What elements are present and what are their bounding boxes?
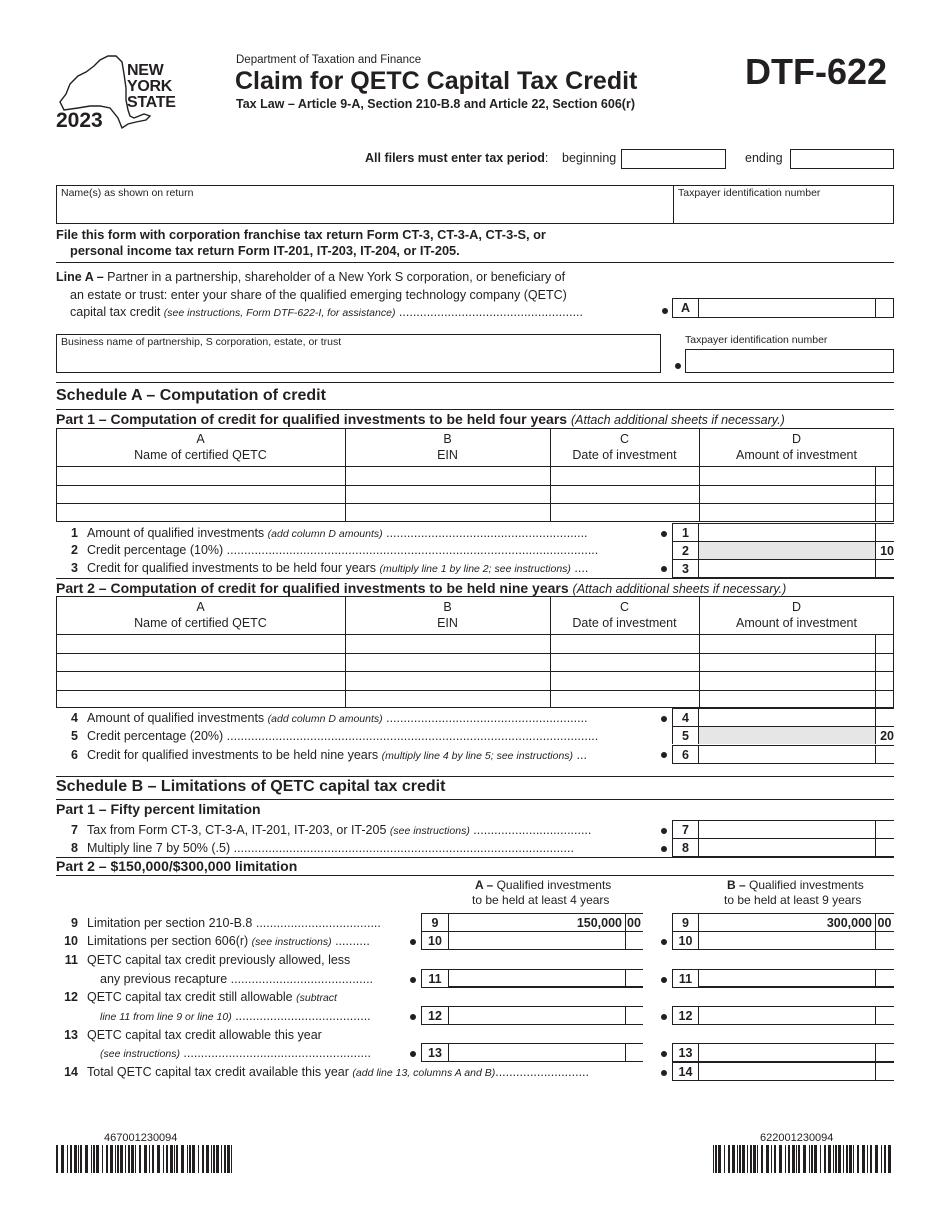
logo-text-york: YORK xyxy=(127,78,173,95)
line-2-label: Credit percentage (10%) ........................................................................................................... xyxy=(87,544,599,557)
line-number: 10 xyxy=(64,934,78,948)
bullet-icon xyxy=(661,1051,667,1057)
barcode-bar xyxy=(202,1145,204,1173)
barcode-bar xyxy=(170,1145,173,1173)
line-box-number: 6 xyxy=(682,748,689,762)
tax-period-ending-input[interactable] xyxy=(790,149,894,169)
barcode-left xyxy=(56,1145,235,1173)
line-a-text1: Line A – Partner in a partnership, shareholder of a New York S corporation, or beneficiary of xyxy=(56,270,566,284)
barcode-bar xyxy=(713,1145,714,1173)
line-7-label: Tax from Form CT-3, CT-3-A, IT-201, IT-203, or IT-205 (see instructions) .................................. xyxy=(87,824,592,837)
form-year: 2023 xyxy=(56,109,103,132)
line-number: 11 xyxy=(64,953,78,967)
col-b-header: B – Qualified investments xyxy=(727,878,864,892)
column-letter: C xyxy=(619,600,630,614)
qetc-name-cell[interactable] xyxy=(57,486,345,504)
column-header: Name of certified QETC xyxy=(134,448,267,462)
column-header: Name of certified QETC xyxy=(134,616,267,630)
investment-amount-cell[interactable] xyxy=(700,654,875,672)
divider xyxy=(56,262,894,263)
bullet-icon xyxy=(661,531,667,537)
divider xyxy=(875,298,876,318)
line-8-label: Multiply line 7 by 50% (.5) .................................................................................................. xyxy=(87,842,574,855)
qetc-name-cell[interactable] xyxy=(57,691,345,709)
barcode-bar xyxy=(747,1145,748,1173)
barcode-bar xyxy=(174,1145,175,1173)
barcode-bar xyxy=(875,1145,878,1173)
percentage-value: 20 xyxy=(880,729,894,743)
investment-date-cell[interactable] xyxy=(551,486,699,504)
investment-date-cell[interactable] xyxy=(551,467,699,485)
line10-column-a-input[interactable] xyxy=(449,932,625,949)
business-tin-field[interactable] xyxy=(685,349,894,373)
barcode-bar xyxy=(835,1145,837,1173)
line-14-label: Total QETC capital tax credit available this year (add line 13, columns A and B)........................... xyxy=(87,1066,589,1079)
barcode-bar xyxy=(93,1145,95,1173)
answer-row-line xyxy=(875,559,876,577)
barcode-bar xyxy=(792,1145,795,1173)
barcode-bar xyxy=(718,1145,721,1173)
barcode-bar xyxy=(78,1145,79,1173)
line11-column-b-input[interactable] xyxy=(699,970,875,987)
line-number: 12 xyxy=(64,990,78,1004)
answer-row-line xyxy=(625,969,626,987)
barcode-bar xyxy=(843,1145,844,1173)
line-2-percentage xyxy=(699,542,875,559)
divider xyxy=(56,578,894,579)
qetc-name-cell[interactable] xyxy=(57,654,345,672)
barcode-bar xyxy=(135,1145,136,1173)
form-title: Claim for QETC Capital Tax Credit xyxy=(235,67,638,95)
line-box-number: 10 xyxy=(678,934,693,948)
line-number: 5 xyxy=(71,729,78,743)
line-5-label: Credit percentage (20%) ........................................................................................................... xyxy=(87,730,599,743)
column-header: Date of investment xyxy=(572,448,677,462)
line-number: 9 xyxy=(71,916,78,930)
barcode-bar xyxy=(761,1145,763,1173)
line12-column-a-input[interactable] xyxy=(449,1007,625,1024)
column-letter: D xyxy=(791,600,802,614)
barcode-bar xyxy=(737,1145,738,1173)
schedule-b-title: Schedule B – Limitations of QETC capital tax credit xyxy=(56,778,446,795)
line-8-amount-input[interactable] xyxy=(699,839,875,856)
investment-amount-cell[interactable] xyxy=(700,486,875,504)
barcode-bar xyxy=(724,1145,725,1173)
barcode-bar xyxy=(213,1145,215,1173)
divider xyxy=(56,382,894,383)
line-3-label: Credit for qualified investments to be held four years (multiply line 1 by line 2; see instructions) .... xyxy=(87,562,589,575)
barcode-bar xyxy=(224,1145,226,1173)
column-letter: C xyxy=(619,432,630,446)
line-number: 3 xyxy=(71,561,78,575)
barcode-bar xyxy=(206,1145,209,1173)
barcode-bar xyxy=(149,1145,150,1173)
line-1-amount-input[interactable] xyxy=(699,524,875,541)
barcode-bar xyxy=(853,1145,854,1173)
barcode-bar xyxy=(739,1145,741,1173)
barcode-bar xyxy=(125,1145,126,1173)
answer-row-line xyxy=(875,820,876,838)
col-b-header2: to be held at least 9 years xyxy=(724,893,862,907)
barcode-bar xyxy=(157,1145,160,1173)
column-header: EIN xyxy=(437,448,458,462)
answer-row-line xyxy=(625,931,626,949)
barcode-bar xyxy=(176,1145,178,1173)
ein-cell[interactable] xyxy=(346,467,550,485)
qetc-name-cell[interactable] xyxy=(57,672,345,690)
line14-total-input[interactable] xyxy=(699,1063,875,1080)
line-number: 13 xyxy=(64,1028,78,1042)
line-box-number: 14 xyxy=(678,1065,693,1079)
qetc-name-cell[interactable] xyxy=(57,467,345,485)
barcode-bar xyxy=(56,1145,58,1173)
barcode-bar xyxy=(888,1145,891,1173)
line-13-label: QETC capital tax credit allowable this year xyxy=(87,1028,322,1042)
bullet-icon xyxy=(661,716,667,722)
barcode-bar xyxy=(771,1145,772,1173)
divider xyxy=(56,799,894,800)
bullet-icon xyxy=(661,977,667,983)
logo-text-new: NEW xyxy=(127,62,164,79)
barcode-bar xyxy=(85,1145,88,1173)
barcode-bar xyxy=(766,1145,769,1173)
ein-cell[interactable] xyxy=(346,654,550,672)
ein-cell[interactable] xyxy=(346,504,550,522)
line-4-amount-input[interactable] xyxy=(699,709,875,726)
investment-date-cell[interactable] xyxy=(551,504,699,522)
barcode-bar xyxy=(139,1145,141,1173)
answer-row-line xyxy=(875,838,876,856)
answer-row-line xyxy=(421,1061,643,1062)
barcode-bar xyxy=(750,1145,752,1173)
schedule-b-part1-title: Part 1 – Fifty percent limitation xyxy=(56,801,261,817)
barcode-bar xyxy=(862,1145,865,1173)
beginning-label: beginning xyxy=(562,151,617,165)
line-a-box-label: A xyxy=(680,301,691,315)
answer-row-line xyxy=(672,1080,894,1081)
line13-column-a-input[interactable] xyxy=(449,1044,625,1061)
file-with-line2: personal income tax return Form IT-201, IT-203, IT-204, or IT-205. xyxy=(70,243,460,258)
barcode-bar xyxy=(131,1145,134,1173)
barcode-bar xyxy=(115,1145,116,1173)
line-12-label: QETC capital tax credit still allowable (subtract xyxy=(87,990,337,1004)
ending-label: ending xyxy=(745,151,783,165)
line12-column-b-input[interactable] xyxy=(699,1007,875,1024)
barcode-bar xyxy=(163,1145,164,1173)
divider xyxy=(56,875,894,876)
line-box-number: 11 xyxy=(428,972,442,986)
column-header: Date of investment xyxy=(572,616,677,630)
bullet-icon xyxy=(661,939,667,945)
divider xyxy=(56,409,894,410)
barcode-bar xyxy=(231,1145,232,1173)
limitation-cents: 00 xyxy=(627,916,641,930)
bullet-icon xyxy=(661,1070,667,1076)
answer-row-line xyxy=(421,949,643,950)
barcode-bar xyxy=(166,1145,168,1173)
line-box-number: 12 xyxy=(428,1009,442,1023)
limitation-cents: 00 xyxy=(877,916,892,930)
barcode-bar xyxy=(221,1145,222,1173)
investment-amount-cell[interactable] xyxy=(700,672,875,690)
line-box-number: 5 xyxy=(682,729,689,743)
barcode-bar xyxy=(120,1145,123,1173)
limitation-amount: 300,000 xyxy=(826,916,872,930)
barcode-bar xyxy=(102,1145,103,1173)
barcode-bar xyxy=(110,1145,113,1173)
barcode-bar xyxy=(192,1145,195,1173)
barcode-bar xyxy=(96,1145,99,1173)
investment-amount-cell[interactable] xyxy=(700,504,875,522)
line-box-number: 11 xyxy=(678,972,693,986)
barcode-bar xyxy=(846,1145,848,1173)
investment-date-cell[interactable] xyxy=(551,654,699,672)
divider xyxy=(698,298,699,318)
column-header: Amount of investment xyxy=(736,448,857,462)
answer-row-line xyxy=(625,1043,626,1061)
line-5-percentage xyxy=(699,727,875,744)
line-1-label: Amount of qualified investments (add column D amounts) .......................................................... xyxy=(87,527,588,540)
investment-date-cell[interactable] xyxy=(551,672,699,690)
form-number: DTF-622 xyxy=(745,51,888,92)
column-header: Amount of investment xyxy=(736,616,857,630)
ein-cell[interactable] xyxy=(346,691,550,709)
line-box-number: 7 xyxy=(682,823,689,837)
business-name-label: Business name of partnership, S corporation, estate, or trust xyxy=(61,336,342,348)
barcode-bar xyxy=(181,1145,184,1173)
answer-row-line xyxy=(875,708,876,726)
answer-row-line xyxy=(875,745,876,763)
line-9-label: Limitation per section 210-B.8 .................................... xyxy=(87,917,381,930)
barcode-bar xyxy=(152,1145,154,1173)
line-a-text2: an estate or trust: enter your share of the qualified emerging technology company (QETC) xyxy=(70,288,567,302)
barcode-bar xyxy=(838,1145,841,1173)
answer-row-line xyxy=(672,1024,894,1025)
column-letter: B xyxy=(443,600,452,614)
line-box-number: 13 xyxy=(428,1046,442,1060)
bullet-icon xyxy=(661,828,667,834)
answer-row-line xyxy=(672,949,894,950)
line-number: 2 xyxy=(71,543,78,557)
taxpayer-tin-label: Taxpayer identification number xyxy=(678,187,821,199)
bullet-icon xyxy=(675,363,681,369)
barcode-bar xyxy=(715,1145,717,1173)
line-number: 4 xyxy=(71,711,78,725)
barcode-bar xyxy=(884,1145,886,1173)
line-box-number: 8 xyxy=(682,841,689,855)
line-number: 1 xyxy=(71,526,78,540)
bullet-icon xyxy=(661,846,667,852)
line-7-tax-input[interactable] xyxy=(699,821,875,838)
barcode-bar xyxy=(61,1145,64,1173)
answer-row-line xyxy=(875,1062,876,1080)
barcode-bar xyxy=(144,1145,147,1173)
barcode-bar xyxy=(811,1145,813,1173)
line-11-label-cont: any previous recapture ......................................... xyxy=(100,973,374,986)
barcode-bar xyxy=(117,1145,119,1173)
col-a-header2: to be held at least 4 years xyxy=(472,893,610,907)
investment-amount-cell[interactable] xyxy=(700,635,875,653)
barcode-bar xyxy=(803,1145,806,1173)
answer-row-line xyxy=(625,1006,626,1024)
bullet-icon xyxy=(661,1014,667,1020)
bullet-icon xyxy=(661,752,667,758)
line-3-credit-input[interactable] xyxy=(699,560,875,577)
line10-column-b-input[interactable] xyxy=(699,932,875,949)
bullet-icon xyxy=(662,308,668,314)
barcode-bar xyxy=(74,1145,77,1173)
barcode-bar xyxy=(824,1145,826,1173)
line-6-credit-input[interactable] xyxy=(699,746,875,763)
barcode-bar xyxy=(828,1145,831,1173)
ein-cell[interactable] xyxy=(346,486,550,504)
barcode-bar xyxy=(785,1145,786,1173)
barcode-bar xyxy=(796,1145,797,1173)
bullet-icon xyxy=(661,566,667,572)
line-number: 6 xyxy=(71,748,78,762)
barcode-bar xyxy=(227,1145,230,1173)
line-box-number: 9 xyxy=(682,916,689,930)
answer-row-line xyxy=(672,763,894,764)
logo-text-state: STATE xyxy=(127,94,176,111)
line-a-text3: capital tax credit (see instructions, Form DTF-622-I, for assistance) ..................................................... xyxy=(70,306,583,319)
barcode-bar xyxy=(798,1145,800,1173)
form-subtitle: Tax Law – Article 9-A, Section 210-B.8 and Article 22, Section 606(r) xyxy=(236,97,635,111)
line-box-number: 9 xyxy=(431,916,439,930)
barcode-bar xyxy=(753,1145,756,1173)
barcode-bar xyxy=(198,1145,199,1173)
file-with-line1: File this form with corporation franchise tax return Form CT-3, CT-3-A, CT-3-S, or xyxy=(56,227,546,242)
line-number: 8 xyxy=(71,841,78,855)
line-a-amount-field[interactable] xyxy=(672,298,894,318)
line-11-label: QETC capital tax credit previously allowed, less xyxy=(87,953,351,967)
barcode-bar xyxy=(732,1145,735,1173)
barcode-bar xyxy=(757,1145,758,1173)
column-header: EIN xyxy=(437,616,458,630)
barcode-bar xyxy=(779,1145,782,1173)
barcode-right xyxy=(713,1145,892,1173)
investment-date-cell[interactable] xyxy=(551,691,699,709)
column-letter: B xyxy=(443,432,452,446)
barcode-bar xyxy=(870,1145,872,1173)
line-box-number: 4 xyxy=(682,711,689,725)
divider xyxy=(56,776,894,777)
business-tin-label: Taxpayer identification number xyxy=(685,334,828,346)
barcode-bar xyxy=(187,1145,188,1173)
line-12-label-cont: line 11 from line 9 or line 10) ....................................... xyxy=(100,1010,371,1023)
schedule-a-part2-title: Part 2 – Computation of credit for qualified investments to be held nine years (Attach additional sheets if necessary.) xyxy=(56,580,787,596)
barcode-bar xyxy=(867,1145,868,1173)
answer-row-line xyxy=(421,1024,643,1025)
barcode-bar xyxy=(128,1145,130,1173)
barcode-bar xyxy=(216,1145,219,1173)
line-number: 14 xyxy=(64,1065,78,1079)
schedule-b-part2-title: Part 2 – $150,000/$300,000 limitation xyxy=(56,858,298,874)
answer-row-line xyxy=(875,969,876,987)
tax-period-beginning-input[interactable] xyxy=(621,149,726,169)
line-box-number: 12 xyxy=(678,1009,693,1023)
schedule-a-title: Schedule A – Computation of credit xyxy=(56,387,326,404)
barcode-bar xyxy=(820,1145,821,1173)
barcode-bar xyxy=(809,1145,810,1173)
barcode-bar xyxy=(70,1145,72,1173)
answer-row-line xyxy=(875,1043,876,1061)
col-a-header: A – Qualified investments xyxy=(475,878,612,892)
ein-cell[interactable] xyxy=(346,672,550,690)
line13-column-b-input[interactable] xyxy=(699,1044,875,1061)
barcode-bar xyxy=(814,1145,817,1173)
barcode-bar xyxy=(67,1145,68,1173)
bullet-icon xyxy=(410,977,416,983)
line-box-number: 1 xyxy=(682,526,689,540)
barcode-bar xyxy=(91,1145,92,1173)
barcode-left-number: 467001230094 xyxy=(104,1132,178,1144)
barcode-bar xyxy=(774,1145,776,1173)
line11-column-a-input[interactable] xyxy=(449,970,625,987)
line-4-label: Amount of qualified investments (add column D amounts) .......................................................... xyxy=(87,712,588,725)
column-letter: A xyxy=(196,432,205,446)
barcode-bar xyxy=(189,1145,191,1173)
column-letter: D xyxy=(791,432,802,446)
barcode-bar xyxy=(833,1145,834,1173)
investment-date-cell[interactable] xyxy=(551,635,699,653)
barcode-right-number: 622001230094 xyxy=(760,1132,834,1144)
line-6-label: Credit for qualified investments to be held nine years (multiply line 4 by line 5; see instructions) ... xyxy=(87,749,587,762)
bullet-icon xyxy=(410,939,416,945)
line-box-number: 13 xyxy=(678,1046,693,1060)
bullet-icon xyxy=(410,1014,416,1020)
barcode-bar xyxy=(211,1145,212,1173)
qetc-name-cell[interactable] xyxy=(57,635,345,653)
barcode-bar xyxy=(788,1145,790,1173)
line-10-label: Limitations per section 606(r) (see instructions) .......... xyxy=(87,935,370,948)
line-13-label-cont: (see instructions) ...................................................... xyxy=(100,1047,371,1060)
limitation-amount: 150,000 xyxy=(576,916,622,930)
barcode-bar xyxy=(849,1145,852,1173)
tax-period-label: All filers must enter tax period: xyxy=(365,151,549,165)
barcode-bar xyxy=(106,1145,108,1173)
cents-column-line xyxy=(875,466,876,522)
qetc-name-cell[interactable] xyxy=(57,504,345,522)
line-box-number: 2 xyxy=(682,544,689,558)
column-letter: A xyxy=(196,600,205,614)
barcode-bar xyxy=(881,1145,882,1173)
barcode-bar xyxy=(728,1145,730,1173)
answer-row-line xyxy=(875,931,876,949)
bullet-icon xyxy=(410,1051,416,1057)
answer-row-line xyxy=(875,1006,876,1024)
taxpayer-name-label: Name(s) as shown on return xyxy=(61,187,194,199)
department-name: Department of Taxation and Finance xyxy=(236,54,422,66)
barcode-bar xyxy=(742,1145,745,1173)
line-number: 7 xyxy=(71,823,78,837)
investment-amount-cell[interactable] xyxy=(700,467,875,485)
line-box-number: 3 xyxy=(682,562,689,576)
investment-amount-cell[interactable] xyxy=(700,691,875,709)
ein-cell[interactable] xyxy=(346,635,550,653)
answer-row-line xyxy=(875,523,876,541)
barcode-bar xyxy=(80,1145,82,1173)
schedule-a-part1-title: Part 1 – Computation of credit for qualified investments to be held four years (Attach additional sheets if necessary.) xyxy=(56,411,785,427)
percentage-value: 10 xyxy=(880,544,894,558)
line-box-number: 10 xyxy=(428,934,442,948)
barcode-bar xyxy=(857,1145,859,1173)
